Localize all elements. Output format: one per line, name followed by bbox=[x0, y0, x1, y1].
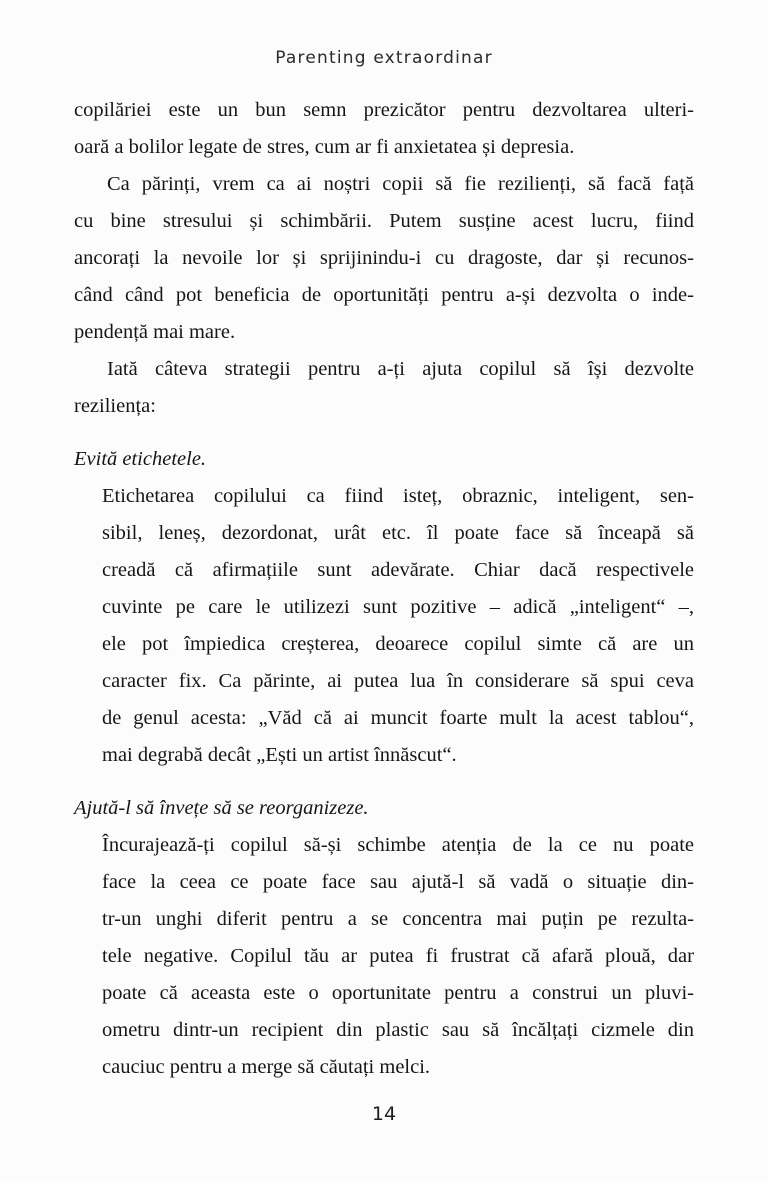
paragraph-reframe-body bbox=[102, 827, 694, 1086]
text-line: ometru dintr-un recipient din plastic sau să încălțați cizmele din bbox=[102, 1019, 694, 1041]
text-line: poate că aceasta este o oportunitate pentru a construi un pluvi- bbox=[102, 982, 694, 1004]
text-line: Ca părinți, vrem ca ai noștri copii să fie rezilienți, să facă față bbox=[107, 173, 694, 195]
text-line: caracter fix. Ca părinte, ai putea lua în considerare să spui ceva bbox=[102, 670, 694, 692]
paragraph-strategies-intro bbox=[74, 351, 694, 425]
text-line: copilăriei este un bun semn prezicător pentru dezvoltarea ulteri- bbox=[74, 99, 694, 121]
running-header: Parenting extraordinar bbox=[275, 48, 493, 68]
text-line: sibil, leneș, dezordonat, urât etc. îl poate face să înceapă să bbox=[102, 522, 694, 544]
text-line: face la ceea ce poate face sau ajută-l să vadă o situație din- bbox=[102, 871, 694, 893]
text-line: pendență mai mare. bbox=[74, 321, 236, 343]
text-line: cauciuc pentru a merge să căutați melci. bbox=[102, 1056, 431, 1078]
text-line: când când pot beneficia de oportunități pentru a-și dezvolta o inde- bbox=[74, 284, 694, 306]
text-line: oară a bolilor legate de stres, cum ar fi anxietatea și depresia. bbox=[74, 136, 575, 158]
page-number: 14 bbox=[371, 1103, 397, 1125]
text-line: ancorați la nevoile lor și sprijinindu-i cu dragoste, dar și recunos- bbox=[74, 247, 694, 269]
text-line: Etichetarea copilului ca fiind isteț, obraznic, inteligent, sen- bbox=[102, 485, 694, 507]
text-line: tele negative. Copilul tău ar putea fi frustrat că afară plouă, dar bbox=[102, 945, 694, 967]
text-line: Iată câteva strategii pentru a-ți ajuta copilul să își dezvolte bbox=[107, 358, 694, 380]
text-line: Încurajează-ți copilul să-și schimbe atenția de la ce nu poate bbox=[102, 834, 694, 856]
text-line: cuvinte pe care le utilizezi sunt pozitive – adică „inteligent“ –, bbox=[102, 596, 694, 618]
paragraph-stress-outcomes bbox=[74, 92, 694, 166]
text-line: tr-un unghi diferit pentru a se concentra mai puțin pe rezulta- bbox=[102, 908, 694, 930]
text-line: creadă că afirmațiile sunt adevărate. Chiar dacă respectivele bbox=[102, 559, 694, 581]
text-line: ele pot împiedica creșterea, deoarece copilul simte că are un bbox=[102, 633, 694, 655]
page-body bbox=[74, 92, 694, 1086]
text-line: cu bine stresului și schimbării. Putem susține acest lucru, fiind bbox=[74, 210, 694, 232]
strategy-heading-avoid-labels: Evită etichetele. bbox=[74, 448, 207, 470]
strategy-heading-reframe: Ajută-l să învețe să se reorganizeze. bbox=[74, 797, 369, 819]
text-line: de genul acesta: „Văd că ai muncit foarte mult la acest tablou“, bbox=[102, 707, 694, 729]
paragraph-parents-resilience bbox=[74, 166, 694, 351]
text-line: reziliența: bbox=[74, 395, 156, 417]
paragraph-avoid-labels-body bbox=[102, 478, 694, 774]
text-line: mai degrabă decât „Ești un artist înnăscut“. bbox=[102, 744, 457, 766]
